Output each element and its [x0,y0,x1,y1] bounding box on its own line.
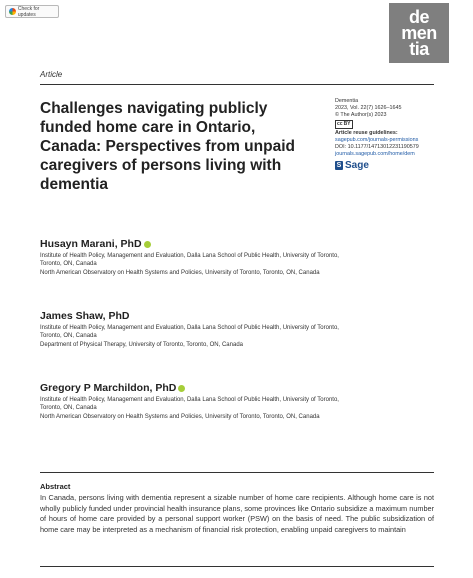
abstract-text: In Canada, persons living with dementia represent a sizable number of home care recipients. Although home care is not wholly publicly funded under provincial health insurance plans, some provinces like Ontario subsidize a maximum number of hours of home care provided by a personal support worker (PSW) on the basis of need. The public subsidization of home care may be interpreted as a mechanism of financial risk protection, enabling unpaid caregivers to maintain [40,493,434,534]
logo-line-3: tia [409,39,429,59]
abstract-heading: Abstract [40,482,71,491]
author-block-2 [40,310,340,350]
orcid-icon[interactable] [178,385,185,392]
author-name [40,238,340,250]
logo-line-1: de [408,7,429,27]
author-name [40,382,340,394]
footer-divider [40,566,434,567]
crossmark-icon [9,8,16,15]
journal-name: Dementia [335,98,359,104]
author-name-text: Gregory P Marchildon, PhD [40,382,177,394]
abstract-section [40,482,434,535]
author-affiliation: Institute of Health Policy, Management and Evaluation, Dalla Lana School of Public Health, University of Toronto, Toronto, ON, Canada [40,325,339,339]
sage-s-icon: S [336,162,342,169]
reuse-label: Article reuse guidelines: [335,130,398,136]
author-affiliation: Department of Physical Therapy, University of Toronto, Toronto, ON, Canada [40,342,243,348]
journal-volume: 2023, Vol. 22(7) 1626–1645 [335,105,402,111]
cc-by-icon: cc BY [337,121,351,127]
author-affiliation: Institute of Health Policy, Management and Evaluation, Dalla Lana School of Public Health, University of Toronto, Toronto, ON, Canada [40,397,339,411]
header-divider [40,84,434,85]
abstract-divider [40,472,434,473]
journal-logo [389,3,449,63]
author-affiliation: North American Observatory on Health Systems and Policies, University of Toronto, Toronto, ON, Canada [40,414,320,420]
doi[interactable]: DOI: 10.1177/14713012231190579 [335,144,419,150]
check-for-updates-label: Check for updates [17,5,40,18]
check-for-updates-badge[interactable] [5,5,59,18]
author-name [40,310,340,322]
article-type: Article [40,70,63,79]
paper-title: Challenges navigating publicly funded home care in Ontario, Canada: Perspectives from unpaid caregivers of persons living with dementia [40,100,295,193]
author-name-text: James Shaw, PhD [40,310,130,322]
author-affiliation: North American Observatory on Health Systems and Policies, University of Toronto, Toronto, ON, Canada [40,270,320,276]
publisher-name: Sage [345,160,369,171]
reuse-link[interactable]: sagepub.com/journals-permissions [335,137,419,143]
logo-line-2: men [401,23,437,43]
author-block-1 [40,238,340,278]
author-name-text: Husayn Marani, PhD [40,238,142,250]
orcid-icon[interactable] [144,241,151,248]
journal-meta [335,98,445,170]
journal-link[interactable]: journals.sagepub.com/home/dem [335,151,415,157]
copyright: © The Author(s) 2023 [335,112,387,118]
author-affiliation: Institute of Health Policy, Management and Evaluation, Dalla Lana School of Public Health, University of Toronto, Toronto, ON, Canada [40,253,339,267]
sage-logo [335,161,445,170]
author-block-3 [40,382,340,422]
